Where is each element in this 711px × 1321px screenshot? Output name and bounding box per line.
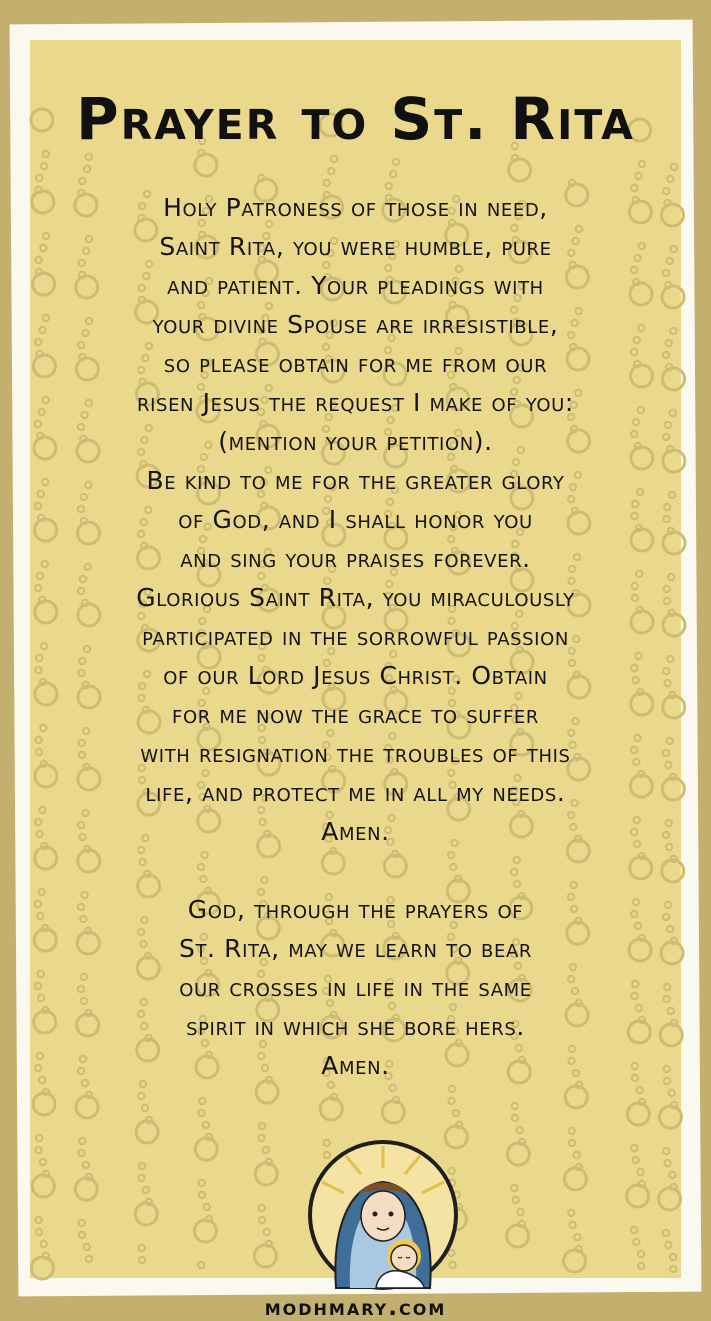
prayer-line: Be kind to me for the greater glory bbox=[146, 466, 565, 495]
prayer-text bbox=[50, 188, 661, 1085]
stanza-gap bbox=[50, 851, 661, 890]
prayer-line: participated in the sorrowful passion bbox=[142, 622, 569, 651]
page-title: Prayer to St. Rita bbox=[76, 85, 635, 153]
prayer-line: Amen. bbox=[321, 817, 390, 846]
prayer-line: and patient. Your pleadings with bbox=[167, 271, 544, 300]
closing-line: our crosses in life in the same bbox=[179, 973, 532, 1002]
closing-line: God, through the prayers of bbox=[187, 895, 524, 924]
prayer-line: for me now the grace to suffer bbox=[172, 700, 539, 729]
closing-line: spirit in which she bore hers. bbox=[186, 1012, 525, 1041]
prayer-line: Glorious Saint Rita, you miraculously bbox=[136, 583, 575, 612]
prayer-line: risen Jesus the request I make of you: bbox=[137, 388, 574, 417]
prayer-line: and sing your praises forever. bbox=[180, 544, 531, 573]
prayer-line: so please obtain for me from our bbox=[163, 349, 548, 378]
prayer-line: your divine Spouse are irresistible, bbox=[152, 310, 559, 339]
prayer-line: with resignation the troubles of this bbox=[140, 739, 571, 768]
prayer-line: of God, and I shall honor you bbox=[178, 505, 533, 534]
prayer-line: life, and protect me in all my needs. bbox=[145, 778, 566, 807]
prayer-line: of our Lord Jesus Christ. Obtain bbox=[163, 661, 548, 690]
site-url: modhmary.com bbox=[264, 1295, 447, 1321]
prayer-line: (mention your petition). bbox=[218, 427, 493, 456]
prayer-card bbox=[30, 40, 681, 1321]
prayer-line: Saint Rita, you were humble, pure bbox=[159, 232, 552, 261]
closing-line: Amen. bbox=[321, 1051, 390, 1080]
closing-line: St. Rita, may we learn to bear bbox=[178, 934, 533, 963]
madonna-and-child-medal-icon bbox=[306, 1138, 460, 1292]
prayer-line: Holy Patroness of those in need, bbox=[163, 193, 548, 222]
